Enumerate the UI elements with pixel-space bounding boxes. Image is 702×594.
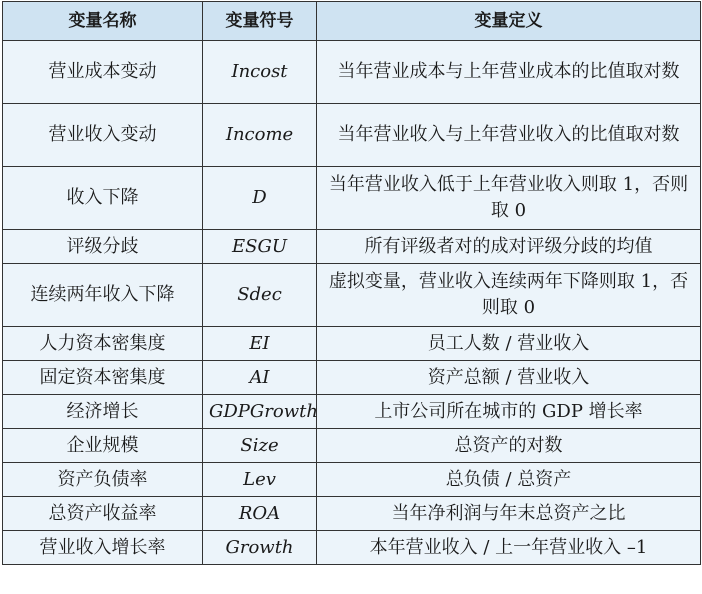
variable-definition: 当年营业收入低于上年营业收入则取 1，否则取 0 bbox=[317, 167, 701, 230]
variable-definition: 总负债 / 总资产 bbox=[317, 463, 701, 497]
table-row bbox=[3, 327, 701, 361]
table-row bbox=[3, 531, 701, 565]
variable-name: 固定资本密集度 bbox=[3, 361, 203, 395]
variable-symbol: D bbox=[203, 167, 317, 230]
header-variable-symbol: 变量符号 bbox=[203, 2, 317, 41]
variable-name: 评级分歧 bbox=[3, 230, 203, 264]
variable-name: 经济增长 bbox=[3, 395, 203, 429]
variable-definition: 当年净利润与年末总资产之比 bbox=[317, 497, 701, 531]
table-row bbox=[3, 41, 701, 104]
table-row bbox=[3, 429, 701, 463]
header-variable-name: 变量名称 bbox=[3, 2, 203, 41]
variable-symbol: ROA bbox=[203, 497, 317, 531]
variable-definition: 总资产的对数 bbox=[317, 429, 701, 463]
variable-definition-table bbox=[2, 1, 701, 565]
variable-name: 连续两年收入下降 bbox=[3, 264, 203, 327]
header-variable-definition: 变量定义 bbox=[317, 2, 701, 41]
variable-definition: 所有评级者对的成对评级分歧的均值 bbox=[317, 230, 701, 264]
table-row bbox=[3, 361, 701, 395]
table-row bbox=[3, 463, 701, 497]
variable-name: 资产负债率 bbox=[3, 463, 203, 497]
variable-definition: 虚拟变量，营业收入连续两年下降则取 1，否则取 0 bbox=[317, 264, 701, 327]
variable-symbol: ESGU bbox=[203, 230, 317, 264]
variable-symbol: Growth bbox=[203, 531, 317, 565]
table-row bbox=[3, 230, 701, 264]
table-row bbox=[3, 104, 701, 167]
variable-symbol: GDPGrowth bbox=[203, 395, 317, 429]
variable-name: 总资产收益率 bbox=[3, 497, 203, 531]
variable-symbol: AI bbox=[203, 361, 317, 395]
variable-definition: 当年营业成本与上年营业成本的比值取对数 bbox=[317, 41, 701, 104]
variable-definition: 员工人数 / 营业收入 bbox=[317, 327, 701, 361]
table-row bbox=[3, 395, 701, 429]
variable-symbol: Sdec bbox=[203, 264, 317, 327]
variable-name: 营业收入变动 bbox=[3, 104, 203, 167]
variable-symbol: Size bbox=[203, 429, 317, 463]
table-row bbox=[3, 497, 701, 531]
variable-name: 营业成本变动 bbox=[3, 41, 203, 104]
variable-symbol: Lev bbox=[203, 463, 317, 497]
variable-name: 人力资本密集度 bbox=[3, 327, 203, 361]
table-row bbox=[3, 167, 701, 230]
variable-definition: 当年营业收入与上年营业收入的比值取对数 bbox=[317, 104, 701, 167]
variable-symbol: EI bbox=[203, 327, 317, 361]
variable-definition: 资产总额 / 营业收入 bbox=[317, 361, 701, 395]
variable-name: 企业规模 bbox=[3, 429, 203, 463]
variable-definition: 上市公司所在城市的 GDP 增长率 bbox=[317, 395, 701, 429]
variable-symbol: Income bbox=[203, 104, 317, 167]
header-row bbox=[3, 2, 701, 41]
variable-symbol: Incost bbox=[203, 41, 317, 104]
table-row bbox=[3, 264, 701, 327]
variable-name: 营业收入增长率 bbox=[3, 531, 203, 565]
variable-definition: 本年营业收入 / 上一年营业收入 –1 bbox=[317, 531, 701, 565]
variable-name: 收入下降 bbox=[3, 167, 203, 230]
